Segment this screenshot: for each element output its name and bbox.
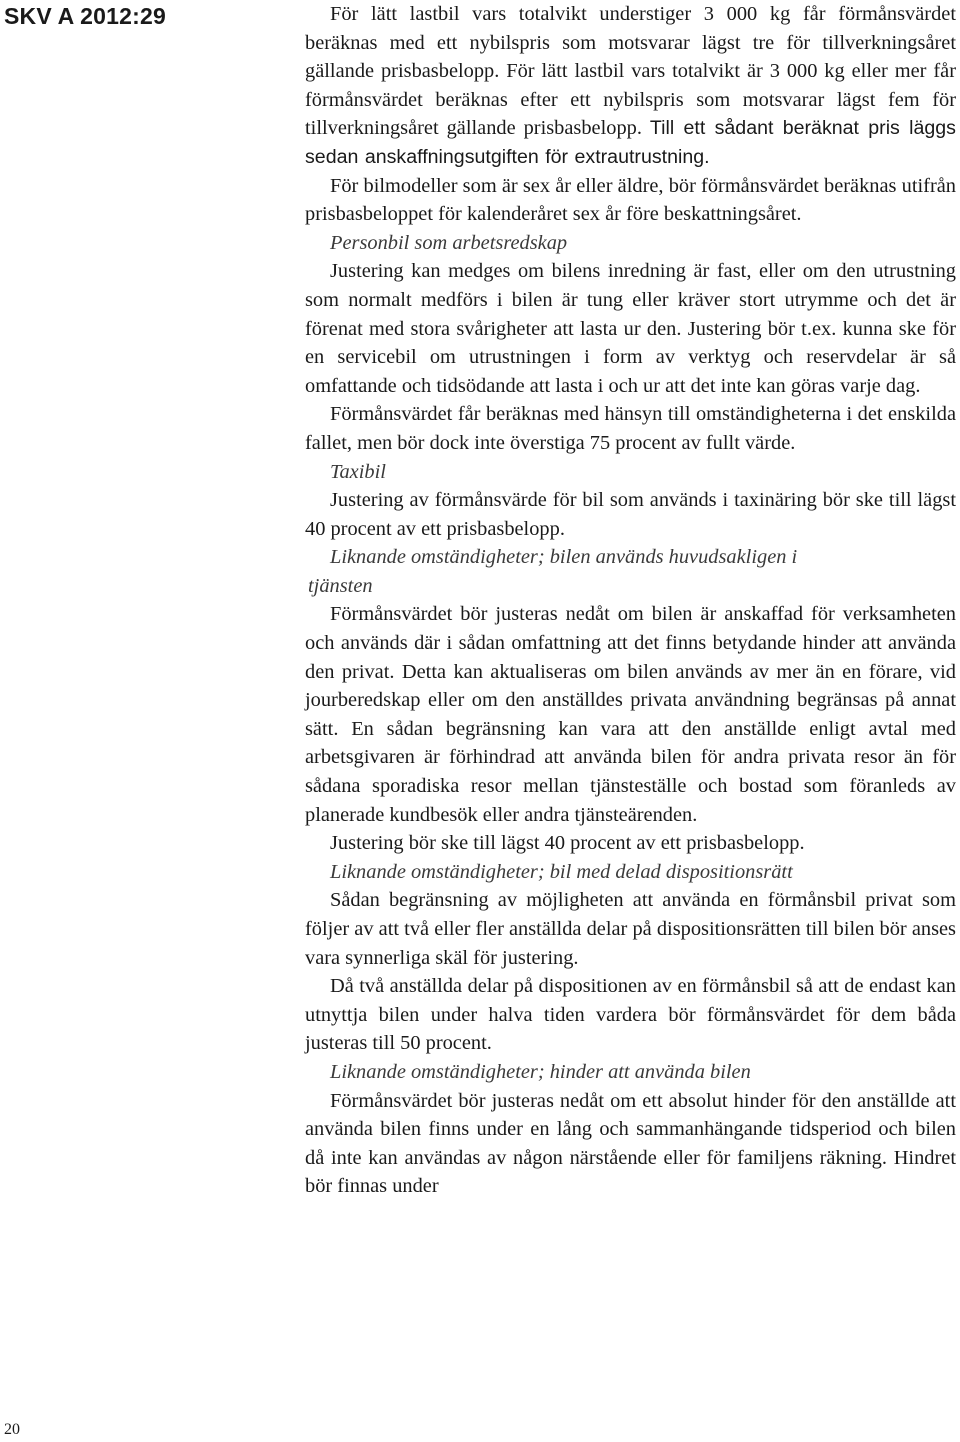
paragraph-extra-equipment: Till ett sådant beräknat pris läggs sedan anskaffningsutgiften för extrautrustning. <box>305 117 956 168</box>
heading-obstacle: Liknande omständigheter; hinder att använda bilen <box>330 1060 751 1083</box>
heading-service-use-line1: Liknande omständigheter; bilen används huvudsakligen i <box>330 546 798 569</box>
heading-service-use-line2: tjänsten <box>308 574 373 597</box>
heading-shared-disposition: Liknande omständigheter; bil med delad dispositionsrätt <box>330 860 793 883</box>
paragraph-light-truck-text: För lätt lastbil vars totalvikt understiger 3 000 kg får förmånsvärdet beräknas med ett nybilspris som motsvarar lägst tre för tillverkningsåret gällande prisbasbelopp. För lätt lastbil vars totalvikt är 3 000 kg eller mer får förmånsvärdet beräknas efter ett nybilspris som motsvarar lägst fem för tillverkningsåret gällande prisbasbelopp. <box>305 3 956 140</box>
paragraph-obstacle: Förmånsvärdet bör justeras nedåt om ett absolut hinder för den anställde att använda bilen finns under en lång och sammanhängande tidsperiod och bilen då inte kan användas av någon närstående eller för familjens räkning. Hindret bör finnas under <box>305 1089 956 1198</box>
paragraph-taxi: Justering av förmånsvärde för bil som används i taxinäring bör ske till lägst 40 procent av ett prisbasbelopp. <box>305 489 956 540</box>
paragraph-light-truck <box>305 0 956 172</box>
paragraph-car-age: För bilmodeller som är sex år eller äldre, bör förmånsvärdet beräknas utifrån prisbasbeloppet för kalenderåret sex år före beskattningsåret. <box>305 174 956 226</box>
page-number: 20 <box>4 1421 20 1438</box>
heading-service-use <box>305 543 956 572</box>
paragraph-two-employees: Då två anställda delar på dispositionen av en förmånsbil så att de endast kan utnyttja bilen under halva tiden vardera bör förmånsvärdet för dem båda justeras till 50 procent. <box>305 975 956 1055</box>
paragraph-service-adjustment: Justering bör ske till lägst 40 procent av ett prisbasbelopp. <box>330 832 805 855</box>
paragraph-service-use: Förmånsvärdet bör justeras nedåt om bilen är anskaffad för verksamheten och används där i sådan omfattning att det finns betydande hinder att använda den privat. Detta kan aktualiseras om bilen används av mer än en förare, vid jourberedskap eller om den anställdes privata användning begränsas på annat sätt. En sådan begränsning kan vara att den anställde enligt avtal med arbetsgivaren är förhindrad att använda bilen för andra privata resor än för sådana sporadiska resor mellan tjänsteställe och bostad som föranleds av planerade kundbesök eller andra tjänsteärenden. <box>305 603 956 826</box>
heading-taxi: Taxibil <box>330 460 386 483</box>
paragraph-work-tool: Justering kan medges om bilens inredning är fast, eller om den utrustning som normalt medförs i bilen är tung eller kräver stort utrymme och det är förenat med stora svårigheter att lasta ur den. Justering bör t.ex. kunna ske för en servicebil om utrustningen i form av verktyg och reservdelar är så omfattande och tidsödande att lasta i och ur att det inte kan göras varje dag. <box>305 260 956 397</box>
heading-work-tool: Personbil som arbetsredskap <box>330 231 568 254</box>
paragraph-shared-disposition: Sådan begränsning av möjligheten att använda en förmånsbil privat som följer av att två eller fler anställda delar på dispositionsrätten till bilen bör anses vara synnerliga skäl för justering. <box>305 889 956 969</box>
document-id: SKV A 2012:29 <box>4 3 166 29</box>
body-text <box>305 0 956 1201</box>
paragraph-benefit-value: Förmånsvärdet får beräknas med hänsyn till omständigheterna i det enskilda fallet, men bör dock inte överstiga 75 procent av fullt värde. <box>305 403 956 454</box>
